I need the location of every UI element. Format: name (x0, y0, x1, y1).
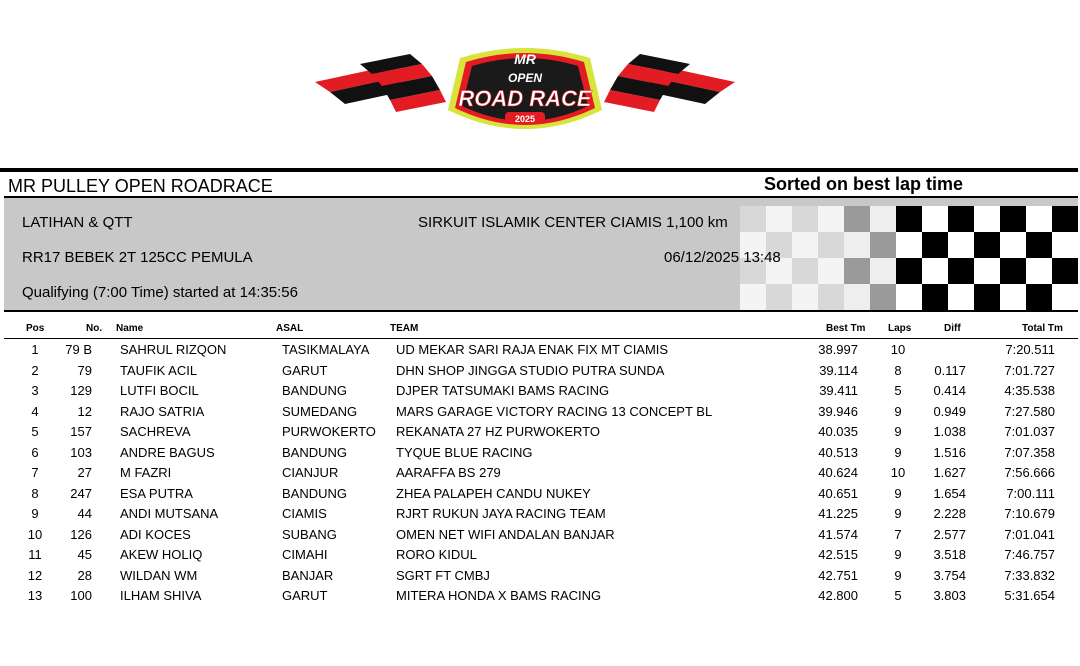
cell-total: 7:27.580 (1004, 403, 1055, 419)
checker-square (896, 284, 922, 310)
checker-square (948, 284, 974, 310)
cell-pos: 12 (27, 567, 43, 583)
logo-year: 2025 (514, 114, 536, 124)
table-row (0, 527, 1080, 547)
col-header-diff: Diff (944, 323, 961, 334)
cell-diff: 3.803 (933, 588, 966, 603)
checker-square (844, 284, 870, 310)
cell-diff: 0.949 (933, 403, 966, 419)
cell-diff: 1.627 (933, 465, 966, 480)
checker-square (974, 232, 1000, 258)
checker-square (740, 206, 766, 232)
checker-square (844, 232, 870, 258)
cell-laps: 5 (894, 383, 902, 398)
cell-no: 247 (70, 485, 92, 501)
cell-asal: GARUT (282, 588, 328, 603)
cell-team: SGRT FT CMBJ (396, 567, 490, 583)
cell-best: 39.114 (819, 362, 858, 378)
checker-square (1052, 206, 1078, 232)
checker-square (740, 284, 766, 310)
checker-square (922, 232, 948, 258)
cell-asal: TASIKMALAYA (282, 342, 370, 357)
cell-name: ADI KOCES (120, 526, 191, 542)
cell-team: MITERA HONDA X BAMS RACING (396, 588, 602, 603)
cell-laps: 7 (894, 526, 902, 542)
checker-square (1000, 232, 1026, 258)
cell-pos: 6 (31, 444, 39, 460)
checker-square (870, 258, 896, 284)
cell-name: WILDAN WM (120, 567, 198, 583)
checker-square (818, 206, 844, 232)
cell-name: SACHREVA (120, 424, 191, 439)
cell-asal: SUBANG (282, 526, 337, 542)
checker-square (818, 232, 844, 258)
cell-team: RORO KIDUL (396, 547, 477, 562)
checker-square (922, 284, 948, 310)
cell-no: 12 (77, 403, 92, 419)
col-header-team: TEAM (390, 323, 419, 334)
cell-pos: 5 (31, 424, 39, 439)
cell-asal: PURWOKERTO (282, 424, 376, 439)
cell-laps: 10 (890, 342, 906, 357)
cell-pos: 1 (31, 342, 39, 357)
table-row (0, 424, 1080, 444)
logo-line1: OPEN (507, 71, 543, 85)
checker-square (766, 284, 792, 310)
cell-total: 7:46.757 (1004, 547, 1055, 562)
cell-name: ESA PUTRA (120, 485, 193, 501)
cell-best: 41.574 (818, 526, 858, 542)
header-rule (4, 338, 1078, 339)
cell-no: 103 (70, 444, 92, 460)
cell-name: ILHAM SHIVA (120, 588, 202, 603)
cell-team: OMEN NET WIFI ANDALAN BANJAR (396, 526, 615, 542)
cell-pos: 7 (31, 465, 39, 480)
cell-team: ZHEA PALAPEH CANDU NUKEY (396, 485, 591, 501)
cell-team: MARS GARAGE VICTORY RACING 13 CONCEPT BL (396, 403, 713, 419)
cell-no: 126 (70, 526, 92, 542)
col-header-no: No. (86, 323, 103, 334)
table-row (0, 588, 1080, 608)
cell-name: RAJO SATRIA (120, 403, 205, 419)
cell-best: 39.946 (818, 403, 858, 419)
event-title: MR PULLEY OPEN ROADRACE (8, 176, 273, 196)
cell-no: 45 (77, 547, 92, 562)
checker-square (870, 284, 896, 310)
checker-wing-left (315, 54, 446, 112)
cell-laps: 9 (894, 403, 902, 419)
cell-best: 42.515 (818, 547, 858, 562)
cell-asal: CIANJUR (282, 465, 339, 480)
checker-square (1026, 258, 1052, 284)
qualifying-info: Qualifying (7:00 Time) started at 14:35:56 (22, 284, 298, 301)
checker-square (870, 232, 896, 258)
logo-brand: MR (514, 51, 536, 67)
road-race-logo (310, 40, 740, 140)
top-rule (0, 168, 1078, 172)
cell-best: 40.035 (818, 424, 858, 439)
circuit-name: SIRKUIT ISLAMIK CENTER CIAMIS 1,100 km (418, 214, 728, 231)
table-row (0, 363, 1080, 383)
cell-asal: GARUT (282, 362, 328, 378)
cell-name: SAHRUL RIZQON (120, 342, 227, 357)
checker-square (1052, 258, 1078, 284)
checker-square (792, 258, 818, 284)
checker-square (1026, 284, 1052, 310)
cell-diff: 3.518 (933, 547, 966, 562)
cell-best: 38.997 (818, 342, 858, 357)
cell-pos: 3 (31, 383, 39, 398)
checker-square (792, 232, 818, 258)
cell-no: 44 (77, 506, 92, 521)
checker-square (818, 258, 844, 284)
checker-square (1000, 206, 1026, 232)
cell-name: LUTFI BOCIL (120, 383, 199, 398)
cell-name: ANDI MUTSANA (120, 506, 219, 521)
cell-asal: CIMAHI (282, 547, 328, 562)
cell-best: 41.225 (818, 506, 858, 521)
checker-square (1000, 284, 1026, 310)
cell-total: 7:07.358 (1004, 444, 1055, 460)
sorted-label: Sorted on best lap time (764, 174, 964, 194)
checker-square (948, 206, 974, 232)
table-row (0, 486, 1080, 506)
checker-square (792, 206, 818, 232)
cell-team: DHN SHOP JINGGA STUDIO PUTRA SUNDA (396, 362, 665, 378)
cell-no: 100 (70, 588, 92, 603)
checker-square (896, 232, 922, 258)
cell-team: REKANATA 27 HZ PURWOKERTO (396, 424, 600, 439)
cell-best: 39.411 (819, 383, 858, 398)
checker-wing-right (604, 54, 735, 112)
cell-name: AKEW HOLIQ (120, 547, 203, 562)
checker-square (1052, 284, 1078, 310)
cell-total: 7:56.666 (1004, 465, 1055, 480)
cell-pos: 10 (27, 526, 43, 542)
logo-line2: ROAD RACE (458, 86, 592, 111)
session-name: LATIHAN & QTT (22, 214, 133, 231)
cell-total: 7:01.727 (1004, 362, 1055, 378)
cell-total: 4:35.538 (1004, 383, 1055, 398)
cell-team: AARAFFA BS 279 (396, 465, 501, 480)
cell-best: 40.624 (818, 465, 858, 480)
cell-pos: 13 (27, 588, 43, 603)
cell-diff: 2.228 (933, 506, 966, 521)
cell-best: 42.800 (818, 588, 858, 603)
cell-diff: 3.754 (933, 567, 966, 583)
checker-square (1026, 206, 1052, 232)
table-row (0, 383, 1080, 403)
checker-square (818, 284, 844, 310)
cell-total: 7:10.679 (1004, 506, 1055, 521)
cell-asal: SUMEDANG (282, 403, 358, 419)
cell-team: RJRT RUKUN JAYA RACING TEAM (396, 506, 606, 521)
checker-square (766, 206, 792, 232)
cell-asal: BANDUNG (282, 444, 348, 460)
col-header-pos: Pos (26, 323, 45, 334)
checker-square (948, 258, 974, 284)
checker-square (974, 206, 1000, 232)
cell-laps: 9 (894, 506, 902, 521)
cell-total: 7:20.511 (1005, 342, 1055, 357)
cell-no: 157 (70, 424, 92, 439)
table-row (0, 342, 1080, 362)
col-header-total: Total Tm (1022, 323, 1063, 334)
cell-pos: 8 (31, 485, 39, 501)
checker-square (1026, 232, 1052, 258)
cell-best: 42.751 (818, 567, 858, 583)
cell-pos: 4 (31, 403, 39, 419)
cell-laps: 8 (894, 362, 902, 378)
cell-total: 7:01.037 (1004, 424, 1055, 439)
table-row (0, 445, 1080, 465)
cell-total: 5:31.654 (1004, 588, 1055, 603)
cell-pos: 9 (31, 506, 39, 521)
cell-total: 7:00.111 (1006, 485, 1055, 501)
table-row (0, 404, 1080, 424)
cell-asal: BANJAR (282, 567, 334, 583)
cell-diff: 1.654 (933, 485, 966, 501)
cell-name: M FAZRI (120, 465, 172, 480)
session-banner (4, 196, 1078, 312)
checker-square (922, 206, 948, 232)
cell-total: 7:33.832 (1004, 567, 1055, 583)
table-row (0, 547, 1080, 567)
cell-laps: 9 (894, 444, 902, 460)
cell-pos: 2 (31, 362, 39, 378)
cell-name: ANDRE BAGUS (120, 444, 215, 460)
session-datetime: 06/12/2025 13:48 (664, 249, 781, 266)
table-row (0, 465, 1080, 485)
col-header-name: Name (116, 323, 144, 334)
checker-square (1000, 258, 1026, 284)
table-row (0, 568, 1080, 588)
checker-square (870, 206, 896, 232)
cell-laps: 5 (894, 588, 902, 603)
checker-square (1052, 232, 1078, 258)
cell-diff: 1.516 (933, 444, 966, 460)
checker-square (974, 284, 1000, 310)
class-name: RR17 BEBEK 2T 125CC PEMULA (22, 249, 253, 266)
cell-diff: 0.117 (934, 362, 966, 378)
checker-square (844, 206, 870, 232)
cell-asal: BANDUNG (282, 485, 348, 501)
cell-laps: 10 (890, 465, 906, 480)
cell-pos: 11 (28, 547, 42, 562)
cell-no: 129 (70, 383, 92, 398)
cell-no: 79 (77, 362, 92, 378)
cell-laps: 9 (894, 567, 902, 583)
cell-team: UD MEKAR SARI RAJA ENAK FIX MT CIAMIS (396, 342, 669, 357)
cell-team: TYQUE BLUE RACING (396, 444, 533, 460)
checker-square (844, 258, 870, 284)
cell-laps: 9 (894, 485, 902, 501)
cell-team: DJPER TATSUMAKI BAMS RACING (396, 383, 610, 398)
cell-best: 40.513 (818, 444, 858, 460)
cell-no: 28 (77, 567, 92, 583)
cell-asal: CIAMIS (282, 506, 327, 521)
checker-square (792, 284, 818, 310)
cell-diff: 1.038 (933, 424, 966, 439)
cell-total: 7:01.041 (1004, 526, 1055, 542)
cell-diff: 2.577 (933, 526, 966, 542)
col-header-best: Best Tm (826, 323, 866, 334)
checker-square (948, 232, 974, 258)
cell-best: 40.651 (818, 485, 858, 501)
col-header-laps: Laps (888, 323, 912, 334)
cell-diff: 0.414 (933, 383, 966, 398)
checker-square (896, 206, 922, 232)
checker-square (922, 258, 948, 284)
cell-name: TAUFIK ACIL (120, 362, 198, 378)
checker-square (974, 258, 1000, 284)
col-header-asal: ASAL (276, 323, 304, 334)
checker-square (896, 258, 922, 284)
table-row (0, 506, 1080, 526)
cell-laps: 9 (894, 424, 902, 439)
cell-laps: 9 (894, 547, 902, 562)
cell-no: 27 (77, 465, 92, 480)
cell-asal: BANDUNG (282, 383, 348, 398)
cell-no: 79 B (65, 342, 92, 357)
